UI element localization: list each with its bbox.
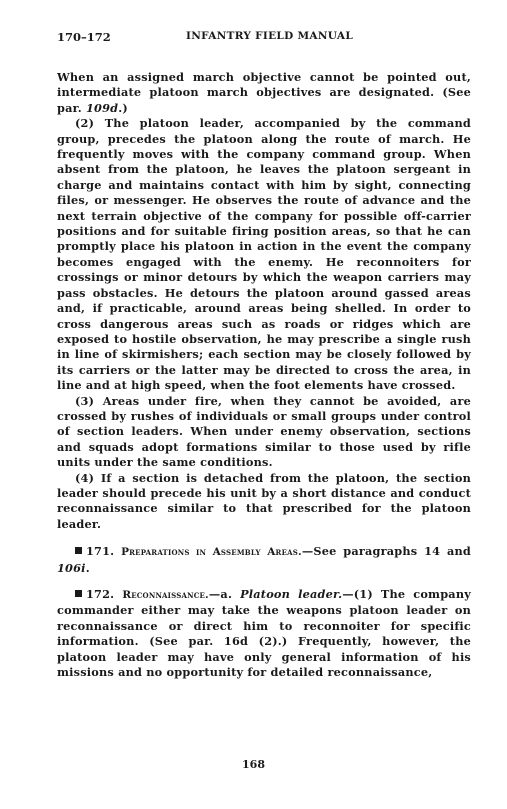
section-172 <box>57 587 471 680</box>
paragraph-range: 170–172 <box>57 30 111 44</box>
section-text-end: . <box>85 560 90 575</box>
section-marker-icon <box>75 547 82 554</box>
section-marker-icon <box>75 590 82 597</box>
paragraph-text: When an assigned march objective cannot be pointed out, intermediate platoon march objectives are designated. (See par. <box>57 70 471 115</box>
subsection-letter: —a. <box>208 587 233 601</box>
section-171 <box>57 544 471 576</box>
running-header <box>57 30 471 46</box>
cross-reference: 106i <box>57 560 86 575</box>
body-text <box>57 70 471 680</box>
paragraph-intro <box>57 70 471 116</box>
subsection-title: Platoon leader. <box>240 587 343 601</box>
section-text: —(1) The company commander either may take the weapons platoon leader on reconnaissance or direct him to reconnoiter for specific information. (See par. 16d (2).) Frequently, however, the platoon leader may have only general information of his missions and no opportunity for detailed reconnaissance, <box>57 587 472 680</box>
section-heading: Reconnaissance. <box>122 589 209 601</box>
page-number: 168 <box>242 758 265 771</box>
section-heading: Preparations in Assembly Areas. <box>121 546 302 559</box>
section-number: 171. <box>86 544 115 559</box>
subparagraph-3: (3) Areas under fire, when they cannot be avoided, are crossed by rushes of individuals or small groups under control of section leaders. When under enemy observation, sections and squads adopt formations similar to those used by rifle units under the same conditions. <box>57 393 471 470</box>
subparagraph-4: (4) If a section is detached from the platoon, the section leader should precede his unit by a short distance and conduct reconnaissance similar to that prescribed for the platoon leader. <box>57 470 471 531</box>
subparagraph-2: (2) The platoon leader, accompanied by the command group, precedes the platoon along the route of march. He frequently moves with the company command group. When absent from the platoon, he leaves the platoon sergeant in charge and maintains contact with him by sight, connecting files, or messenger. He observes the route of advance and the next terrain objective of the company for possible off-carrier positions and for suitable firing position areas, so that he can promptly place his platoon in action in the event the company becomes engaged with the enemy. He reconnoiters for crossings or minor detours by which the weapon carriers may pass obstacles. He detours the platoon around gassed areas and, if practicable, around areas being shelled. In order to cross dangerous areas such as roads or ridges which are exposed to hostile observation, he may prescribe a single rush in line of skirmishers; each section may be closely followed by its carriers or the latter may be directed to cross the area, in line and at high speed, when the foot elements have crossed. <box>57 116 471 393</box>
paragraph-text-end: .) <box>118 100 128 115</box>
section-number: 172. <box>86 587 115 601</box>
running-title: INFANTRY FIELD MANUAL <box>186 30 354 42</box>
section-text: —See paragraphs 14 and <box>301 544 471 559</box>
cross-reference: 109d <box>86 100 119 115</box>
